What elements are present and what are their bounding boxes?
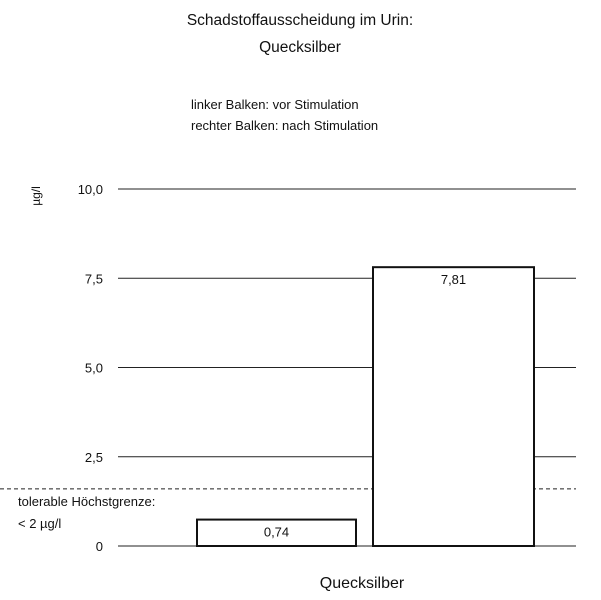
bars bbox=[197, 267, 534, 546]
legend-entry-after: rechter Balken: nach Stimulation bbox=[191, 118, 379, 133]
y-tick-label-4: 10,0 bbox=[77, 182, 103, 197]
threshold-label: tolerable Höchstgrenze: bbox=[18, 493, 156, 509]
bar-after-stimulation bbox=[373, 267, 534, 546]
y-tick-label-2: 5,0 bbox=[84, 360, 103, 376]
y-axis-label: µg/l bbox=[29, 186, 43, 206]
legend-entry-before: linker Balken: vor Stimulation bbox=[191, 97, 359, 112]
y-tick-label-1: 2,5 bbox=[84, 449, 103, 465]
threshold-value-label: < 2 µg/l bbox=[18, 515, 62, 531]
data-label-before-stimulation: 0,74 bbox=[263, 524, 290, 540]
category-label: Quecksilber bbox=[319, 575, 405, 592]
chart-title: Schadstoffausscheidung im Urin: bbox=[186, 12, 414, 29]
y-tick-label-0: 0 bbox=[95, 539, 103, 554]
chart-subtitle: Quecksilber bbox=[259, 39, 341, 56]
data-label-after-stimulation: 7,81 bbox=[440, 272, 467, 288]
y-tick-label-3: 7,5 bbox=[84, 271, 103, 287]
